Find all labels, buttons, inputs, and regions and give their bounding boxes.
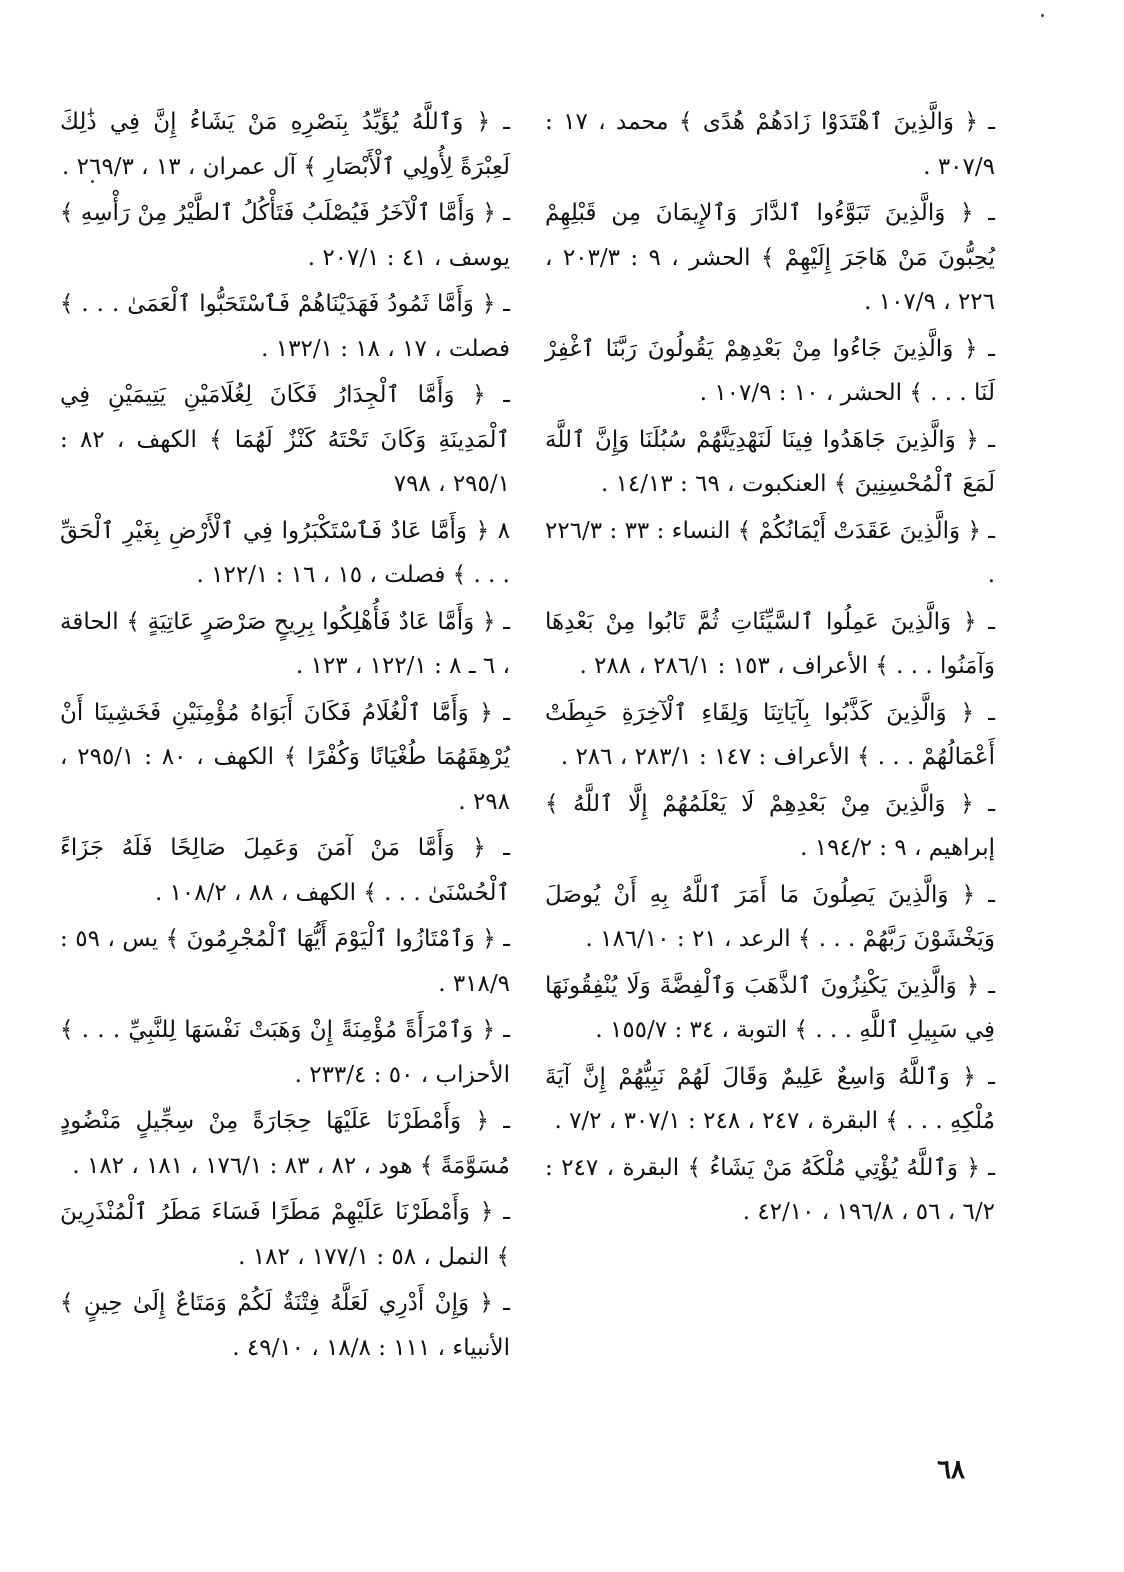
- index-entry: [60, 100, 510, 189]
- index-entry: [545, 100, 995, 189]
- left-column: [60, 100, 510, 1372]
- entry-text: ـ ﴿ وَأَمَّا عَادٌ فَأُهْلِكُوا بِرِيحٍ صَرْصَرٍ عَاتِيَةٍ ﴾ الحاقة ، ٦ ـ ٨ : ١٢٢/١ ، ١٢٣ .: [60, 608, 510, 679]
- entry-text: ـ ﴿ وَٱمْتَازُوا ٱلْيَوْمَ أَيُّهَا ٱلْمُجْرِمُونَ ﴾ يس ، ٥٩ : ٣١٨/٩ .: [60, 926, 511, 997]
- entry-text: ـ ﴿ وَٱمْرَأَةً مُؤْمِنَةً إِنْ وَهَبَتْ نَفْسَهَا لِلنَّبِيِّ . . . ﴾ الأحزاب ، ٥٠ : ٢٣٣/٤ .: [60, 1017, 510, 1088]
- entry-text: ـ ﴿ وَٱللَّهُ يُؤَيِّدُ بِنَصْرِهِ مَنْ يَشَاءُ إِنَّ فِي ذَٰلِكَ لَعِبْرَةً لِأُولِي ٱلْأَبْصَارِ ﴾ آل عمران ، ١٣ ، ٢٦٩/٣ .: [60, 109, 510, 180]
- index-entry: [60, 1099, 510, 1188]
- index-entry: [60, 826, 510, 915]
- entry-text: ـ ﴿ وَالَّذِينَ عَمِلُوا ٱلسَّيِّئَاتِ ثُمَّ تَابُوا مِنْ بَعْدِهَا وَآمَنُوا . . . ﴾ الأعراف ، ١٥٣ : ٢٨٦/١ ، ٢٨٨ .: [545, 608, 995, 679]
- entry-text: ـ ﴿ وَالَّذِينَ عَقَدَتْ أَيْمَانُكُمْ ﴾ النساء : ٣٣ : ٢٢٦/٣ .: [545, 517, 996, 588]
- index-entry: [545, 1055, 995, 1144]
- index-entry: [545, 600, 995, 689]
- index-entry: [545, 418, 995, 507]
- entry-text: ـ ﴿ وَالَّذِينَ يَصِلُونَ مَا أَمَرَ ٱللَّهُ بِهِ أَنْ يُوصَلَ وَيَخْشَوْنَ رَبَّهُمْ . . . ﴾ الرعد ، ٢١ : ١٨٦/١٠ .: [545, 881, 995, 952]
- scan-speck: [1041, 14, 1044, 17]
- entry-text: ـ ﴿ وَإِنْ أَدْرِي لَعَلَّهُ فِتْنَةٌ لَكُمْ وَمَتَاعٌ إِلَىٰ حِينٍ ﴾ الأنبياء ، ١١١ : ١٨/٨ ، ٤٩/١٠ .: [60, 1290, 510, 1361]
- entry-text: ـ ﴿ وَأَمْطَرْنَا عَلَيْهِمْ مَطَرًا فَسَاءَ مَطَرُ ٱلْمُنْذَرِينَ ﴾ النمل ، ٥٨ : ١٧٧/١ ، ١٨٢ .: [60, 1199, 510, 1270]
- entry-text: ـ ﴿ وَالَّذِينَ جَاهَدُوا فِينَا لَنَهْدِيَنَّهُمْ سُبُلَنَا وَإِنَّ ٱللَّهَ لَمَعَ ٱلْمُحْسِنِينَ ﴾ العنكبوت ، ٦٩ : ١٤/١٣ .: [545, 426, 995, 497]
- index-entry: [545, 509, 995, 598]
- index-entry: [60, 1008, 510, 1097]
- entry-text: ـ ﴿ وَٱللَّهُ وَاسِعٌ عَلِيمٌ وَقَالَ لَهُمْ نَبِيُّهُمْ إِنَّ آيَةَ مُلْكِهِ . . . ﴾ البقرة ، ٢٤٧ ، ٢٤٨ : ٣٠٧/١ ، ٧/٢ .: [545, 1063, 995, 1134]
- index-entry: [545, 327, 995, 416]
- entry-text: ـ ﴿ وَالَّذِينَ جَاءُوا مِنْ بَعْدِهِمْ يَقُولُونَ رَبَّنَا ٱغْفِرْ لَنَا . . . ﴾ الحشر ، ١٠ : ١٠٧/٩ .: [545, 335, 995, 406]
- index-entry: [60, 509, 510, 598]
- entry-text: ـ ﴿ وَأَمَّا ثَمُودُ فَهَدَيْنَاهُمْ فَٱسْتَحَبُّوا ٱلْعَمَىٰ . . . ﴾ فصلت ، ١٧ ، ١٨ : ١٣٢/١ .: [60, 291, 510, 362]
- entry-text: ـ ﴿ وَأَمَّا ٱلْغُلَامُ فَكَانَ أَبَوَاهُ مُؤْمِنَيْنِ فَخَشِينَا أَنْ يُرْهِقَهُمَا طُغْيَانًا وَكُفْرًا ﴾ الكهف ، ٨٠ : ٢٩٥/١ ، ٢٩٨ .: [60, 699, 511, 815]
- index-entry: [60, 282, 510, 371]
- index-entry: [60, 917, 510, 1006]
- index-entry: [545, 964, 995, 1053]
- entry-text: ـ ﴿ وَأَمَّا مَنْ آمَنَ وَعَمِلَ صَالِحًا فَلَهُ جَزَاءً ٱلْحُسْنَىٰ . . . ﴾ الكهف ، ٨٨ ، ١٠٨/٢ .: [60, 835, 510, 906]
- entry-text: ـ ﴿ وَالَّذِينَ كَذَّبُوا بِآيَاتِنَا وَلِقَاءِ ٱلْآخِرَةِ حَبِطَتْ أَعْمَالُهُمْ . . . ﴾ الأعراف : ١٤٧ : ٢٨٣/١ ، ٢٨٦ .: [545, 699, 995, 770]
- entry-text: ـ ﴿ وَأَمَّا ٱلْآخَرُ فَيُصْلَبُ فَتَأْكُلُ ٱلطَّيْرُ مِنْ رَأْسِهِ ﴾ يوسف ، ٤١ : ٢٠٧/١ .: [60, 200, 510, 271]
- entry-text: ـ ﴿ وَٱللَّهُ يُؤْتِي مُلْكَهُ مَنْ يَشَاءُ ﴾ البقرة ، ٢٤٧ : ٦/٢ ، ٥٦ ، ١٩٦/٨ ، ٤٢/١٠ .: [545, 1154, 995, 1225]
- index-entry: [60, 600, 510, 689]
- entry-text: ـ ﴿ وَأَمْطَرْنَا عَلَيْهَا حِجَارَةً مِنْ سِجِّيلٍ مَنْضُودٍ مُسَوَّمَةً ﴾ هود ، ٨٢ ، ٨٣ : ١٧٦/١ ، ١٨١ ، ١٨٢ .: [60, 1108, 510, 1179]
- index-entry: [545, 1146, 995, 1235]
- page-number: ٦٨: [937, 1455, 965, 1485]
- scan-speck: [91, 180, 94, 183]
- index-entry: [60, 1281, 510, 1370]
- index-entry: [545, 691, 995, 780]
- entry-text: ـ ﴿ وَالَّذِينَ ٱهْتَدَوْا زَادَهُمْ هُدًى ﴾ محمد ، ١٧ : ٣٠٧/٩ .: [545, 109, 995, 180]
- entry-text: ـ ﴿ وَالَّذِينَ تَبَوَّءُوا ٱلدَّارَ وَٱلإِيمَانَ مِن قَبْلِهِمْ يُحِبُّونَ مَنْ هَاجَرَ إِلَيْهِمْ ﴾ الحشر ، ٩ : ٢٠٣/٣ ، ٢٢٦ ، ١٠٧/٩ .: [545, 200, 996, 315]
- index-entry: [545, 873, 995, 962]
- index-entry: [545, 782, 995, 871]
- entry-text: ـ ﴿ وَأَمَّا ٱلْجِدَارُ فَكَانَ لِغُلَامَيْنِ يَتِيمَيْنِ فِي ٱلْمَدِينَةِ وَكَانَ تَحْتَهُ كَنْزٌ لَهُمَا ﴾ الكهف ، ٨٢ : ٢٩٥/١ ، ٧٩٨: [60, 382, 510, 497]
- index-entry: [60, 191, 510, 280]
- entry-text: ـ ﴿ وَالَّذِينَ يَكْنِزُونَ ٱلذَّهَبَ وَٱلْفِضَّةَ وَلَا يُنْفِقُونَهَا فِي سَبِيلِ ٱللَّهِ . . . ﴾ التوبة ، ٣٤ : ١٥٥/٧ .: [545, 972, 995, 1043]
- index-entry: [60, 691, 510, 825]
- right-column: [545, 100, 995, 1237]
- index-entry: [60, 1190, 510, 1279]
- entry-text: ـ ﴿ وَالَّذِينَ مِنْ بَعْدِهِمْ لَا يَعْلَمُهُمْ إِلَّا ٱللَّهُ ﴾ إبراهيم ، ٩ : ١٩٤/٢ .: [545, 790, 995, 861]
- index-entry: [60, 373, 510, 507]
- index-entry: [545, 191, 995, 325]
- entry-text: ٨ ﴿ وَأَمَّا عَادٌ فَٱسْتَكْبَرُوا فِي ٱلْأَرْضِ بِغَيْرِ ٱلْحَقِّ . . . ﴾ فصلت ، ١٥ ، ١٦ : ١٢٢/١ .: [60, 517, 510, 588]
